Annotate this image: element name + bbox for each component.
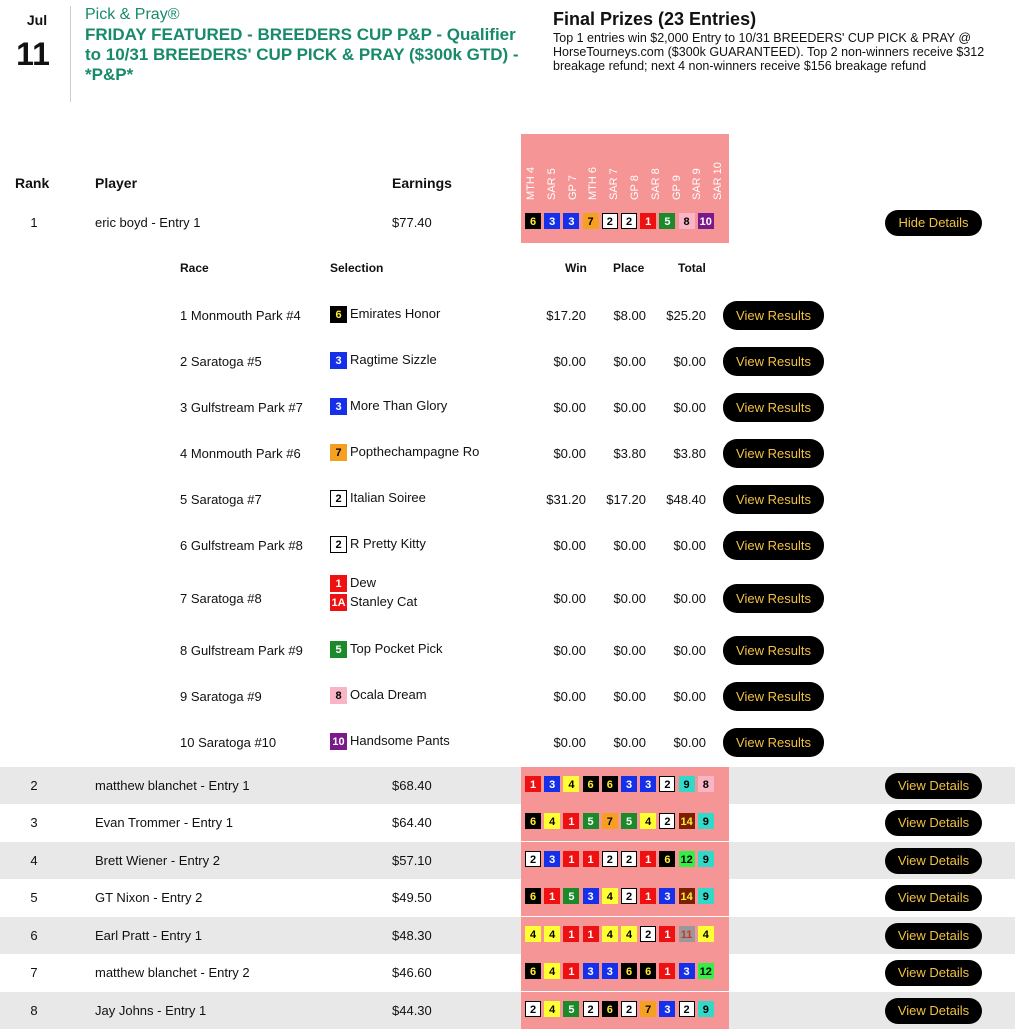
detail-win: $0.00: [553, 538, 586, 553]
pick-chip: 2: [659, 813, 675, 829]
rank-cell: 7: [30, 965, 38, 980]
detail-selection: [330, 306, 440, 325]
detail-row: [0, 575, 1015, 619]
pick-chip: 4: [640, 813, 656, 829]
detail-place: $0.00: [613, 400, 646, 415]
view-details-button[interactable]: View Details: [885, 885, 982, 911]
pick-chip: 2: [679, 1001, 695, 1017]
selection-chip: 2: [330, 490, 347, 507]
view-results-button[interactable]: View Results: [723, 636, 824, 665]
pick-chip: 7: [583, 213, 599, 229]
detail-race: 2 Saratoga #5: [180, 354, 262, 369]
view-results-button[interactable]: View Results: [723, 485, 824, 514]
picks-strip: [521, 804, 729, 841]
pick-chip: 14: [679, 888, 695, 904]
pick-chip: 14: [679, 813, 695, 829]
detail-race: 1 Monmouth Park #4: [180, 308, 301, 323]
detail-row: [0, 398, 1015, 428]
detail-row: [0, 641, 1015, 671]
horse-name: Ocala Dream: [350, 687, 427, 702]
pick-chip: 3: [659, 1001, 675, 1017]
table-row: [0, 917, 1015, 954]
player-name: Earl Pratt - Entry 1: [95, 928, 202, 943]
pick-chip: 3: [640, 776, 656, 792]
pick-chip: 2: [621, 1001, 637, 1017]
detail-place: $0.00: [613, 591, 646, 606]
pick-chip: 4: [602, 888, 618, 904]
race-label: SAR 5: [545, 168, 558, 200]
pick-chip: 1: [563, 851, 579, 867]
pick-chip: 12: [698, 963, 714, 979]
detail-selection: [330, 398, 447, 417]
detail-total: $48.40: [666, 492, 706, 507]
detail-total: $3.80: [673, 446, 706, 461]
header-divider: [70, 6, 71, 102]
detail-header-place: Place: [613, 261, 645, 275]
pick-chip: 2: [525, 1001, 541, 1017]
detail-total: $0.00: [673, 354, 706, 369]
pick-chip: 1: [583, 851, 599, 867]
detail-race: 8 Gulfstream Park #9: [180, 643, 303, 658]
pick-chip: 1: [659, 926, 675, 942]
rank-cell: 8: [30, 1003, 38, 1018]
horse-name: More Than Glory: [350, 398, 448, 413]
detail-row: [0, 490, 1015, 520]
pick-chip: 2: [659, 776, 675, 792]
pick-chip: 9: [698, 813, 714, 829]
pick-chip: 4: [544, 813, 560, 829]
selection-chip: 3: [330, 398, 347, 415]
view-results-button[interactable]: View Results: [723, 728, 824, 757]
detail-total: $0.00: [673, 735, 706, 750]
detail-place: $0.00: [613, 735, 646, 750]
prizes-heading: Final Prizes (23 Entries): [553, 9, 757, 29]
detail-race: 5 Saratoga #7: [180, 492, 262, 507]
pick-chip: 8: [698, 776, 714, 792]
rank-cell: 1: [30, 215, 38, 230]
pick-chip: 3: [563, 213, 579, 229]
picks-strip: [521, 992, 729, 1029]
table-row: [0, 954, 1015, 991]
pick-chip: 2: [621, 851, 637, 867]
detail-place: $0.00: [613, 538, 646, 553]
earnings-cell: $64.40: [392, 815, 432, 830]
pick-chip: 9: [698, 1001, 714, 1017]
detail-selection: [330, 687, 427, 706]
race-label: GP 9: [670, 175, 683, 200]
detail-place: $0.00: [613, 354, 646, 369]
view-results-button[interactable]: View Results: [723, 301, 824, 330]
brand-name: Pick & Pray®: [85, 6, 180, 23]
selection-chip: 5: [330, 641, 347, 658]
pick-chip: 1: [640, 888, 656, 904]
pick-chip: 9: [698, 888, 714, 904]
tournament-title: FRIDAY FEATURED - BREEDERS CUP P&P - Qualifier to 10/31 BREEDERS' CUP PICK & PRAY ($300k GTD) - *P&P*: [85, 25, 519, 84]
earnings-cell: $49.50: [392, 890, 432, 905]
earnings-cell: $44.30: [392, 1003, 432, 1018]
player-name: eric boyd - Entry 1: [95, 215, 201, 230]
rank-cell: 6: [30, 928, 38, 943]
detail-win: $0.00: [553, 735, 586, 750]
detail-race: 10 Saratoga #10: [180, 735, 277, 750]
pick-chip: 3: [659, 888, 675, 904]
race-label: SAR 10: [712, 162, 725, 200]
rank-cell: 2: [30, 778, 38, 793]
detail-selection: [330, 490, 426, 509]
detail-win: $17.20: [546, 308, 586, 323]
player-name: Brett Wiener - Entry 2: [95, 853, 220, 868]
detail-total: $0.00: [673, 689, 706, 704]
race-label: GP 8: [629, 175, 641, 200]
selection-chip: 8: [330, 687, 347, 704]
player-name: matthew blanchet - Entry 1: [95, 778, 250, 793]
pick-chip: 6: [621, 963, 637, 979]
pick-chip: 1: [640, 851, 656, 867]
selection-chip: 7: [330, 444, 347, 461]
view-results-button[interactable]: View Results: [723, 393, 824, 422]
picks-strip: [521, 954, 729, 991]
view-details-button[interactable]: View Details: [885, 998, 982, 1024]
pick-chip: 4: [602, 926, 618, 942]
rank-cell: 4: [30, 853, 38, 868]
earnings-cell: $46.60: [392, 965, 432, 980]
race-label: MTH 6: [587, 167, 600, 200]
pick-chip: 6: [525, 888, 541, 904]
rank-cell: 5: [30, 890, 38, 905]
table-row: [0, 204, 1015, 241]
table-row: [0, 767, 1015, 804]
view-details-button[interactable]: View Details: [885, 848, 982, 874]
pick-chip: 11: [679, 926, 695, 942]
detail-header-selection: Selection: [330, 261, 384, 275]
detail-win: $0.00: [553, 643, 586, 658]
horse-name: Popthechampagne Ro: [350, 444, 480, 459]
pick-chip: 2: [583, 1001, 599, 1017]
detail-row: [0, 306, 1015, 336]
prizes-description: Top 1 entries win $2,000 Entry to 10/31 BREEDERS' CUP PICK & PRAY @ HorseTourneys.com ($300k GUARANTEED). Top 2 non-winners receive $312 breakage refund; next 4 non-winners receive $156 breakage refund: [553, 31, 985, 73]
table-row: [0, 879, 1015, 916]
view-results-button[interactable]: View Results: [723, 682, 824, 711]
player-name: Evan Trommer - Entry 1: [95, 815, 233, 830]
pick-chip: 1: [583, 926, 599, 942]
detail-selection: [330, 641, 443, 660]
pick-chip: 3: [544, 776, 560, 792]
detail-race: 4 Monmouth Park #6: [180, 446, 301, 461]
selection-chip: 1A: [330, 594, 347, 611]
detail-place: $0.00: [613, 643, 646, 658]
view-results-button[interactable]: View Results: [723, 584, 824, 613]
detail-race: 6 Gulfstream Park #8: [180, 538, 303, 553]
player-name: GT Nixon - Entry 2: [95, 890, 203, 905]
view-details-button[interactable]: View Details: [885, 810, 982, 836]
detail-selection: [330, 575, 417, 613]
detail-row: [0, 444, 1015, 474]
picks-strip: [521, 204, 729, 241]
detail-race: 7 Saratoga #8: [180, 591, 262, 606]
horse-name: Emirates Honor: [350, 306, 441, 321]
pick-chip: 1: [525, 776, 541, 792]
detail-win: $0.00: [553, 689, 586, 704]
header-earnings: Earnings: [392, 175, 452, 191]
detail-header-total: Total: [678, 261, 706, 275]
picks-strip: [521, 879, 729, 916]
pick-chip: 4: [544, 963, 560, 979]
horse-name: Dew: [350, 575, 377, 590]
pick-chip: 6: [659, 851, 675, 867]
detail-win: $0.00: [553, 446, 586, 461]
player-name: Jay Johns - Entry 1: [95, 1003, 207, 1018]
detail-total: $0.00: [673, 591, 706, 606]
detail-total: $25.20: [666, 308, 706, 323]
selection-chip: 1: [330, 575, 347, 592]
pick-chip: 4: [621, 926, 637, 942]
header-player: Player: [95, 175, 138, 191]
rank-cell: 3: [30, 815, 38, 830]
earnings-cell: $68.40: [392, 778, 432, 793]
pick-chip: 12: [679, 851, 695, 867]
pick-chip: 5: [621, 813, 637, 829]
player-name: matthew blanchet - Entry 2: [95, 965, 250, 980]
pick-chip: 2: [621, 888, 637, 904]
view-results-button[interactable]: View Results: [723, 531, 824, 560]
pick-chip: 3: [621, 776, 637, 792]
table-row: [0, 992, 1015, 1029]
pick-chip: 7: [640, 1001, 656, 1017]
detail-header-race: Race: [180, 261, 209, 275]
detail-win: $31.20: [546, 492, 586, 507]
pick-chip: 8: [679, 213, 695, 229]
pick-chip: 3: [544, 851, 560, 867]
horse-name: Top Pocket Pick: [350, 641, 443, 656]
detail-win: $0.00: [553, 354, 586, 369]
view-details-button[interactable]: View Details: [885, 923, 982, 949]
pick-chip: 3: [583, 963, 599, 979]
horse-name: Stanley Cat: [350, 594, 418, 609]
detail-selection: [330, 536, 426, 555]
pick-chip: 5: [563, 1001, 579, 1017]
view-results-button[interactable]: View Results: [723, 439, 824, 468]
pick-chip: 9: [679, 776, 695, 792]
date-month: Jul: [26, 12, 48, 28]
view-details-button[interactable]: View Details: [885, 773, 982, 799]
pick-chip: 4: [544, 926, 560, 942]
detail-race: 9 Saratoga #9: [180, 689, 262, 704]
earnings-cell: $48.30: [392, 928, 432, 943]
horse-name: Ragtime Sizzle: [350, 352, 437, 367]
detail-place: $8.00: [613, 308, 646, 323]
pick-chip: 6: [640, 963, 656, 979]
pick-chip: 5: [583, 813, 599, 829]
table-row: [0, 842, 1015, 879]
race-label: SAR 9: [691, 168, 704, 200]
pick-chip: 6: [602, 776, 618, 792]
pick-chip: 3: [583, 888, 599, 904]
date-day: 11: [16, 36, 50, 72]
race-label: MTH 4: [525, 167, 537, 200]
earnings-cell: $57.10: [392, 853, 432, 868]
detail-place: $0.00: [613, 689, 646, 704]
race-label: SAR 7: [608, 168, 621, 200]
horse-name: R Pretty Kitty: [350, 536, 426, 551]
selection-chip: 2: [330, 536, 347, 553]
race-label: GP 7: [566, 175, 579, 200]
view-results-button[interactable]: View Results: [723, 347, 824, 376]
picks-strip: [521, 917, 729, 954]
pick-chip: 6: [583, 776, 599, 792]
pick-chip: 10: [698, 213, 714, 229]
detail-header-win: Win: [565, 261, 587, 275]
detail-row: [0, 687, 1015, 717]
header-rank: Rank: [15, 175, 50, 191]
pick-chip: 2: [602, 213, 618, 229]
detail-selection: [330, 352, 437, 371]
pick-chip: 6: [525, 963, 541, 979]
pick-chip: 1: [544, 888, 560, 904]
picks-strip: [521, 767, 729, 804]
horse-name: Italian Soiree: [350, 490, 426, 505]
detail-race: 3 Gulfstream Park #7: [180, 400, 303, 415]
detail-total: $0.00: [673, 643, 706, 658]
detail-total: $0.00: [673, 538, 706, 553]
picks-strip: [521, 842, 729, 879]
selection-chip: 3: [330, 352, 347, 369]
pick-chip: 2: [602, 851, 618, 867]
hide-details-button[interactable]: Hide Details: [885, 210, 982, 236]
pick-chip: 4: [544, 1001, 560, 1017]
pick-chip: 6: [602, 1001, 618, 1017]
pick-chip: 6: [525, 813, 541, 829]
view-details-button[interactable]: View Details: [885, 960, 982, 986]
detail-row: [0, 352, 1015, 382]
pick-chip: 2: [621, 213, 637, 229]
detail-row: [0, 733, 1015, 763]
pick-chip: 6: [525, 213, 541, 229]
detail-total: $0.00: [673, 400, 706, 415]
pick-chip: 3: [679, 963, 695, 979]
selection-chip: 10: [330, 733, 347, 750]
detail-selection: [330, 444, 479, 463]
race-column-labels: [521, 140, 729, 200]
pick-chip: 5: [563, 888, 579, 904]
pick-chip: 1: [640, 213, 656, 229]
pick-chip: 3: [544, 213, 560, 229]
pick-chip: 2: [525, 851, 541, 867]
pick-chip: 1: [563, 813, 579, 829]
pick-chip: 7: [602, 813, 618, 829]
race-label: SAR 8: [649, 168, 662, 200]
detail-win: $0.00: [553, 400, 586, 415]
pick-chip: 1: [659, 963, 675, 979]
horse-name: Handsome Pants: [350, 733, 450, 748]
detail-selection: [330, 733, 450, 752]
detail-row: [0, 536, 1015, 566]
detail-win: $0.00: [553, 591, 586, 606]
pick-chip: 3: [602, 963, 618, 979]
pick-chip: 5: [659, 213, 675, 229]
pick-chip: 4: [563, 776, 579, 792]
detail-place: $17.20: [606, 492, 646, 507]
pick-chip: 2: [640, 926, 656, 942]
pick-chip: 4: [525, 926, 541, 942]
table-row: [0, 804, 1015, 841]
detail-place: $3.80: [613, 446, 646, 461]
pick-chip: 1: [563, 926, 579, 942]
pick-chip: 9: [698, 851, 714, 867]
selection-chip: 6: [330, 306, 347, 323]
pick-chip: 1: [563, 963, 579, 979]
earnings-cell: $77.40: [392, 215, 432, 230]
pick-chip: 4: [698, 926, 714, 942]
